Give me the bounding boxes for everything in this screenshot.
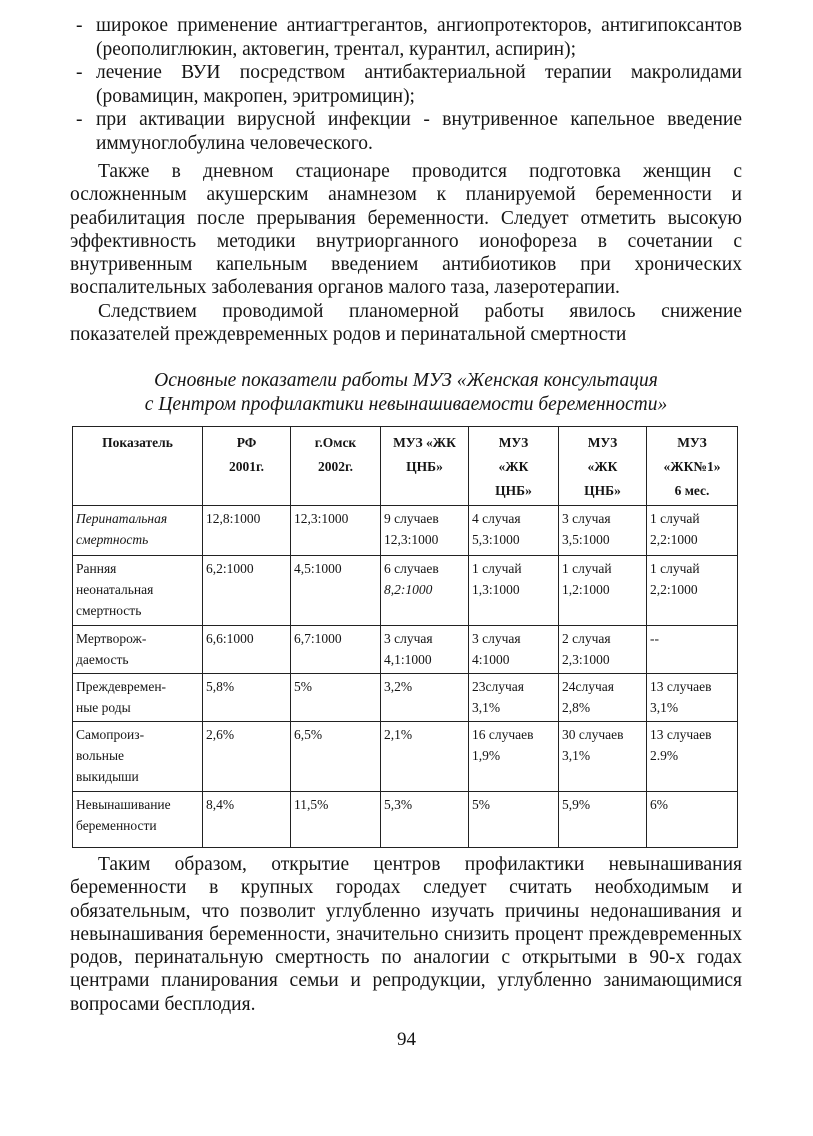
table-cell: 1 случай 1,3:1000	[469, 556, 559, 626]
table-cell: 6%	[647, 792, 738, 848]
header-muz-zhk-cnb: МУЗ «ЖК ЦНБ»	[381, 427, 469, 506]
row-label: Невынашивание беременности	[73, 792, 203, 848]
caption-line: Основные показатели работы МУЗ «Женская консультация	[154, 370, 658, 391]
paragraph-results: Следствием проводимой планомерной работы явилось снижение показателей преждевременных родов и перинатальной смертности	[70, 301, 742, 346]
table-cell: 11,5%	[291, 792, 381, 848]
bullet-dash: -	[76, 62, 83, 83]
header-muz-zhk-cnb-3: МУЗ «ЖК ЦНБ»	[559, 427, 647, 506]
bullet-item: - широкое применение антиагтрегантов, ангиопротекторов, антигипоксантов (реополиглюкин, актовегин, трентал, курантил, аспирин);	[76, 15, 742, 60]
caption-line: с Центром профилактики невынашиваемости беременности»	[144, 394, 668, 415]
table-cell: 16 случаев 1,9%	[469, 722, 559, 792]
table-cell: 6,6:1000	[203, 626, 291, 674]
header-rf: РФ 2001г.	[203, 427, 291, 506]
table-cell: 5,8%	[203, 674, 291, 722]
table-cell: 2 случая 2,3:1000	[559, 626, 647, 674]
indicators-table	[72, 426, 738, 848]
table-cell: 30 случаев 3,1%	[559, 722, 647, 792]
table-cell: 23случая 3,1%	[469, 674, 559, 722]
table-cell: 3 случая 4:1000	[469, 626, 559, 674]
table-cell: 1 случай 1,2:1000	[559, 556, 647, 626]
table-row	[73, 722, 738, 792]
table-cell: 3 случая 3,5:1000	[559, 506, 647, 556]
bullet-item: - при активации вирусной инфекции - внутривенное капельное введение иммуноглобулина человеческого.	[76, 109, 742, 154]
table-cell: 5%	[291, 674, 381, 722]
row-label: Преждевремен- ные роды	[73, 674, 203, 722]
table-row	[73, 506, 738, 556]
table-cell: 2,1%	[381, 722, 469, 792]
row-label: Ранняя неонатальная смертность	[73, 556, 203, 626]
table-cell: 2,6%	[203, 722, 291, 792]
table-cell: 6 случаев 8,2:1000	[381, 556, 469, 626]
table-cell: --	[647, 626, 738, 674]
table-cell: 6,2:1000	[203, 556, 291, 626]
bullet-dash: -	[76, 15, 83, 36]
table-cell: 4,5:1000	[291, 556, 381, 626]
table-cell: 24случая 2,8%	[559, 674, 647, 722]
table-header-row	[73, 427, 738, 506]
header-indicator: Показатель	[73, 427, 203, 506]
bullet-item: - лечение ВУИ посредством антибактериальной терапии макролидами (ровамицин, макропен, эритромицин);	[76, 62, 742, 107]
table-cell: 13 случаев 3,1%	[647, 674, 738, 722]
table-cell: 8,4%	[203, 792, 291, 848]
table-cell: 1 случай 2,2:1000	[647, 506, 738, 556]
table-cell: 4 случая 5,3:1000	[469, 506, 559, 556]
table-cell: 3 случая 4,1:1000	[381, 626, 469, 674]
header-muz-zhk1: МУЗ «ЖК№1» 6 мес.	[647, 427, 738, 506]
page-number: 94	[397, 1029, 416, 1050]
table-row	[73, 626, 738, 674]
row-label: Самопроиз- вольные выкидыши	[73, 722, 203, 792]
table-cell: 9 случаев 12,3:1000	[381, 506, 469, 556]
table-cell: 13 случаев 2.9%	[647, 722, 738, 792]
table-cell: 12,3:1000	[291, 506, 381, 556]
table-cell: 1 случай 2,2:1000	[647, 556, 738, 626]
row-label: Мертворож- даемость	[73, 626, 203, 674]
table-cell: 5,3%	[381, 792, 469, 848]
table-cell: 6,7:1000	[291, 626, 381, 674]
table-row	[73, 674, 738, 722]
row-label: Перинатальная смертность	[73, 506, 203, 556]
table-cell: 3,2%	[381, 674, 469, 722]
paragraph-day-hospital: Также в дневном стационаре проводится подготовка женщин с осложненным акушерским анамнезом к планируемой беременности и реабилитация после прерывания беременности. Следует отметить высокую эффективность методики внутриорганного ионофореза в сочетании с внутривенным капельным введением антибиотиков при хронических воспалительных заболевания органов малого таза, лазеротерапии.	[70, 161, 742, 299]
table-row	[73, 556, 738, 626]
table-cell: 5,9%	[559, 792, 647, 848]
bullet-list	[70, 14, 742, 155]
table-caption	[70, 369, 742, 417]
bullet-dash: -	[76, 109, 83, 130]
table-cell: 12,8:1000	[203, 506, 291, 556]
paragraph-conclusion: Таким образом, открытие центров профилактики невынашивания беременности в крупных городах следует считать необходимым и обязательным, что позволит углубленно изучать причины недонашивания и невынашивания беременности, значительно снизить процент преждевременных родов, перинатальную смертность по аналогии с открытыми в 90-х годах центрами планирования семьи и репродукции, углубленно занимающимися вопросами бесплодия.	[70, 854, 742, 1015]
header-muz-zhk-cnb-2: МУЗ «ЖК ЦНБ»	[469, 427, 559, 506]
table-cell: 6,5%	[291, 722, 381, 792]
table-cell: 5%	[469, 792, 559, 848]
header-omsk: г.Омск 2002г.	[291, 427, 381, 506]
table-row	[73, 792, 738, 848]
